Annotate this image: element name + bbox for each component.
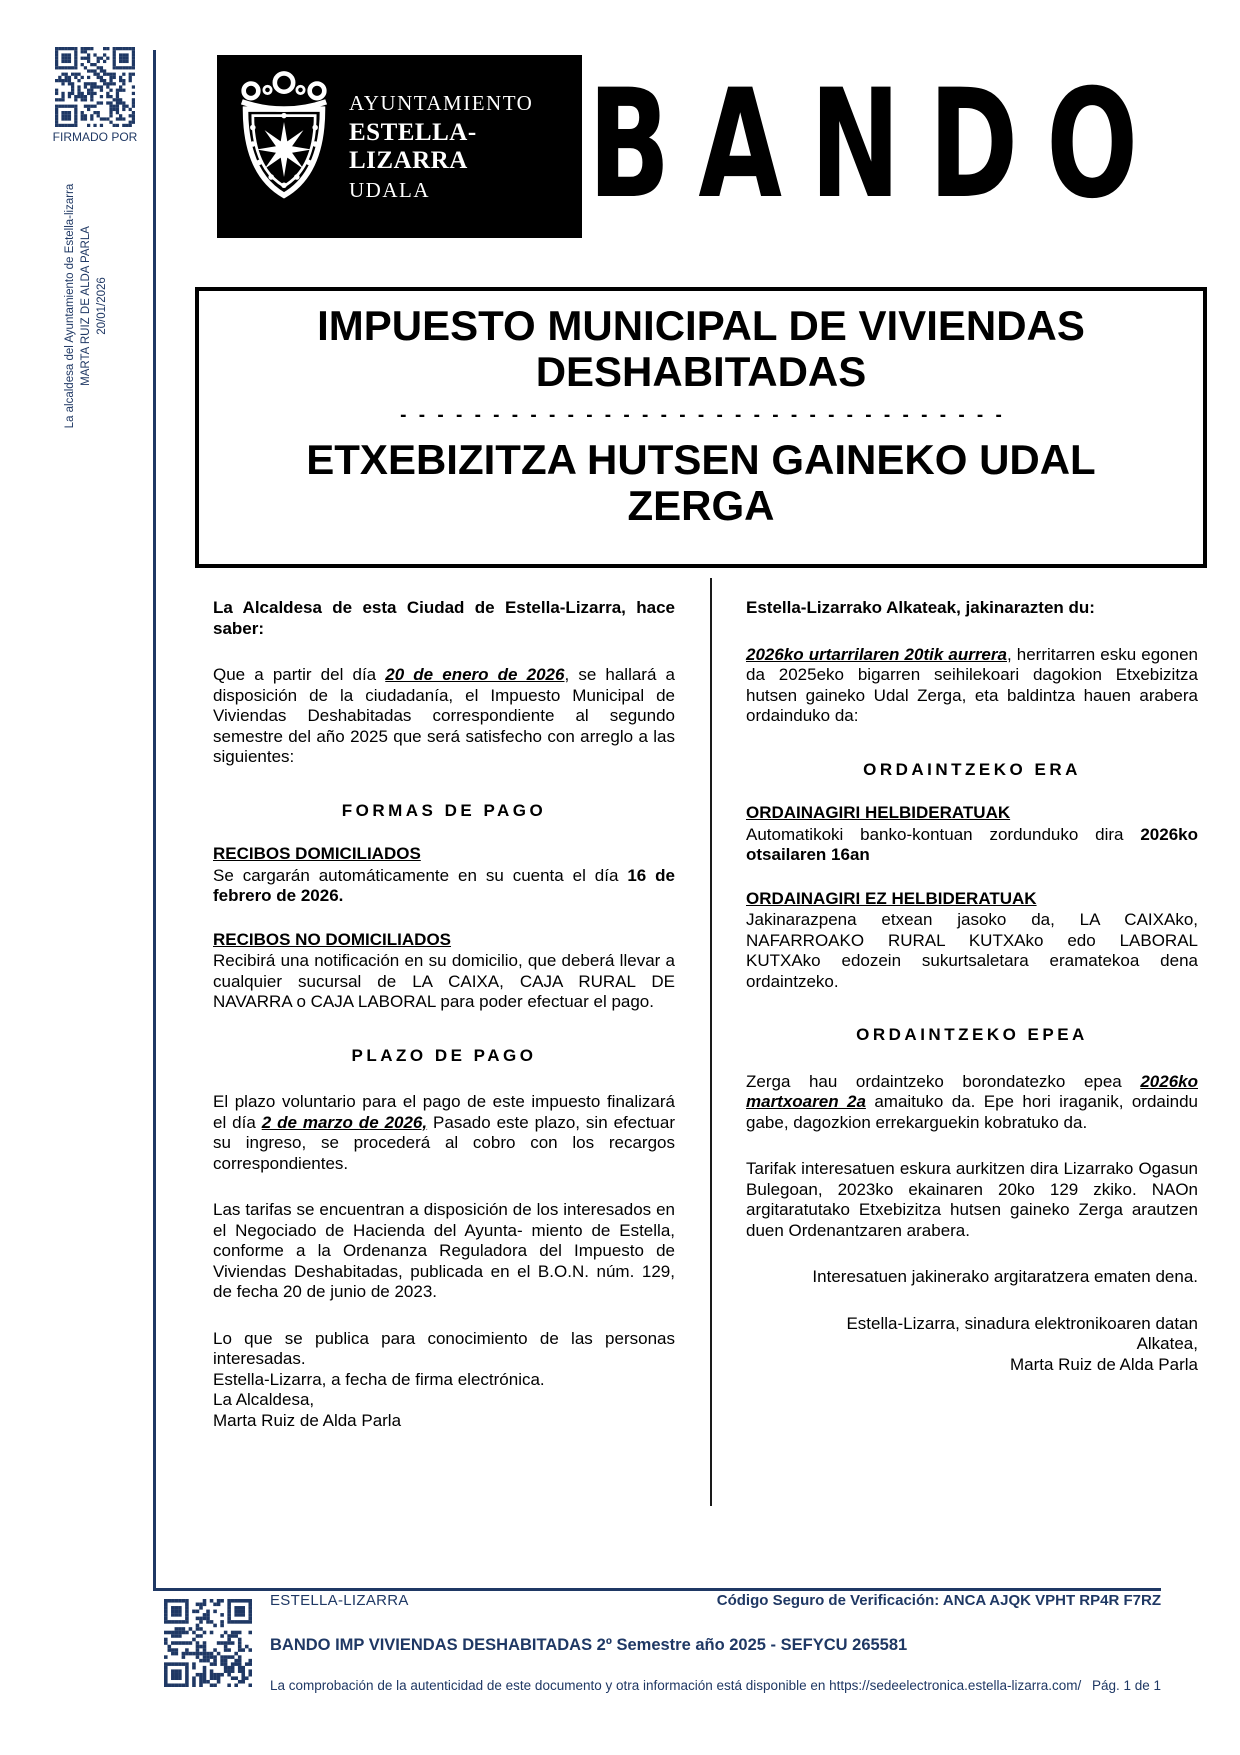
text-run: Interesatuen jakinerako argitaratzera ematen dena.	[812, 1267, 1198, 1286]
text-run: ORDAINAGIRI EZ HELBIDERATUAK	[746, 888, 1037, 908]
text-block	[746, 889, 1198, 910]
text-block	[213, 801, 675, 822]
text-block	[746, 645, 1198, 727]
text-block	[213, 930, 675, 951]
column-divider	[710, 578, 712, 1506]
title-es-line2: DESHABITADAS	[535, 348, 867, 395]
text-run: PLAZO DE PAGO	[351, 1045, 537, 1065]
town-hall-logo	[217, 55, 582, 238]
title-eu-line2: ZERGA	[627, 482, 775, 529]
text-block	[746, 1159, 1198, 1241]
text-block	[213, 1329, 675, 1370]
signer-info	[62, 140, 110, 472]
text-run: 2 de marzo de 2026,	[261, 1112, 428, 1132]
text-run: Estella-Lizarrako Alkateak, jakinarazten du:	[746, 598, 1095, 617]
text-block	[746, 1072, 1198, 1134]
text-run: , se hallará a disposición de la ciudadanía, el Impuesto Municipal de Viviendas Deshabitadas correspondiente al segundo semestre del año 2025 que será satisfecho con arreglo a las siguientes:	[213, 665, 676, 766]
text-run: amaituko da. Epe hori iraganik, ordaindu gabe, dagozkion errekarguekin kobratuko da.	[746, 1092, 1199, 1132]
title-eu-line1: ETXEBIZITZA HUTSEN GAINEKO UDAL	[306, 436, 1096, 483]
sidebar-rule	[153, 50, 156, 1588]
footer-verification-code: Código Seguro de Verificación: ANCA AJQK VPHT RP4R F7RZ	[716, 1592, 1161, 1609]
text-run: Se cargarán automáticamente en su cuenta el día	[213, 865, 628, 885]
title-separator: - - - - - - - - - - - - - - - - - - - - - - - - - - - - - - - - -	[400, 405, 1002, 426]
text-run: 2026ko martxoaren 2a	[746, 1071, 1198, 1111]
text-block	[746, 760, 1198, 781]
signer-role: La alcaldesa del Ayuntamiento de Estella-lizarra	[64, 183, 76, 429]
text-block	[213, 844, 675, 865]
text-block	[213, 598, 675, 639]
text-run: Estella-Lizarra, a fecha de firma electrónica.	[213, 1369, 545, 1389]
text-run: ORDAINTZEKO EPEA	[856, 1025, 1088, 1044]
logo-text	[349, 91, 582, 203]
text-run: FORMAS DE PAGO	[341, 800, 547, 820]
signature-qr-code	[55, 47, 135, 127]
coat-of-arms-icon	[229, 69, 339, 224]
column-spanish	[213, 598, 675, 1431]
text-block	[213, 1370, 675, 1391]
text-block	[746, 1355, 1198, 1376]
text-block	[213, 1390, 675, 1411]
text-run: Marta Ruiz de Alda Parla	[1009, 1354, 1198, 1374]
bando-banner: BANDO	[588, 58, 1167, 232]
verification-qr-code	[164, 1599, 252, 1687]
text-block	[213, 665, 675, 768]
text-block	[746, 1314, 1198, 1335]
text-run: Automatikoki banko-kontuan zordunduko dira	[746, 824, 1141, 844]
column-basque	[746, 598, 1198, 1375]
text-run: Estella-Lizarra, sinadura elektronikoaren datan	[846, 1313, 1198, 1333]
firmado-por-label: FIRMADO POR	[52, 130, 138, 144]
text-run: Marta Ruiz de Alda Parla	[213, 1410, 402, 1430]
title-es-line1: IMPUESTO MUNICIPAL DE VIVIENDAS	[317, 302, 1085, 349]
footer-document-title: BANDO IMP VIVIENDAS DESHABITADAS 2º Semestre año 2025 - SEFYCU 265581	[270, 1636, 908, 1654]
text-run: Jakinarazpena etxean jasoko da, LA CAIXAko, NAFARROAKO RURAL KUTXAko edo LABORAL KUTXAko edozein sukurtsaletara eramatekoa dena ordaintzeko.	[746, 910, 1198, 991]
footer-page-number: Pág. 1 de 1	[1091, 1678, 1161, 1693]
text-block	[746, 1267, 1198, 1288]
logo-line-udala: UDALA	[349, 177, 430, 202]
text-block	[746, 1334, 1198, 1355]
text-block	[213, 1411, 675, 1432]
text-run: Lo que se publica para conocimiento de las personas interesadas.	[213, 1328, 675, 1368]
text-run: 16 de febrero de 2026.	[213, 865, 675, 905]
text-block	[213, 1092, 675, 1174]
signer-name: MARTA RUIZ DE ALDA PARLA	[80, 226, 92, 386]
text-block	[746, 598, 1198, 619]
text-run: Tarifak interesatuen eskura aurkitzen dira Lizarrako Ogasun Bulegoan, 2023ko ekainaren 20ko 129 zkiko. NAOn argitaratutako Etxebizitza hutsen gaineko Zerga arautzen duen Ordenantzaren arabera.	[746, 1159, 1198, 1240]
text-run: ORDAINAGIRI HELBIDERATUAK	[746, 803, 1011, 822]
text-run: ORDAINTZEKO ERA	[863, 759, 1081, 779]
text-run: Zerga hau ordaintzeko borondatezko epea	[746, 1071, 1141, 1091]
text-run: La Alcaldesa de esta Ciudad de Estella-Lizarra, hace saber:	[213, 598, 675, 638]
footer-rule	[153, 1588, 1161, 1591]
text-run: 2026ko urtarrilaren 20tik aurrera	[746, 644, 1007, 664]
text-run: RECIBOS NO DOMICILIADOS	[213, 929, 452, 949]
text-block	[746, 910, 1198, 992]
text-block	[213, 951, 675, 1013]
text-run: Que a partir del día	[213, 665, 386, 684]
signature-date: 20/01/2026	[96, 277, 108, 335]
text-run: Alkatea,	[1136, 1334, 1198, 1353]
text-block	[746, 803, 1198, 824]
title-box	[195, 287, 1207, 568]
text-run: Las tarifas se encuentran a disposición de los interesados en el Negociado de Hacienda del Ayunta- miento de Estella, conforme a la Ordenanza Reguladora del Impuesto de Viviendas Deshabitadas, publicada en el B.O.N. núm. 129, de fecha 20 de junio de 2023.	[213, 1200, 675, 1301]
footer-org-name: ESTELLA-LIZARRA	[270, 1592, 409, 1609]
logo-line-estella-lizarra: ESTELLA-LIZARRA	[349, 118, 477, 174]
text-run: RECIBOS DOMICILIADOS	[213, 844, 421, 863]
text-block	[746, 825, 1198, 866]
footer-authenticity-note: La comprobación de la autenticidad de este documento y otra información está disponible en https://sedeelectronica.estella-lizarra.com/	[270, 1678, 1082, 1693]
text-run: Recibirá una notificación en su domicilio, que deberá llevar a cualquier sucursal de LA CAIXA, CAJA RURAL DE NAVARRA o CAJA LABORAL para poder efectuar el pago.	[213, 951, 675, 1011]
logo-line-ayuntamiento: AYUNTAMIENTO	[349, 90, 534, 115]
text-run: 2026ko otsailaren 16an	[746, 824, 1198, 864]
text-run: , herritarren esku egonen da 2025eko bigarren seihilekoari dagokion Etxebizitza hutsen gaineko Udal Zerga, eta baldintza hauen arabera ordainduko da:	[746, 644, 1199, 725]
text-run: La Alcaldesa,	[213, 1390, 315, 1409]
text-run: Pasado este plazo, sin efectuar su ingreso, se procederá al cobro con los recargos correspondientes.	[213, 1112, 675, 1173]
text-block	[213, 1200, 675, 1303]
text-block	[213, 1046, 675, 1067]
text-block	[213, 866, 675, 907]
text-run: El plazo voluntario para el pago de este impuesto finalizará el día	[213, 1092, 675, 1132]
text-block	[746, 1025, 1198, 1046]
text-run: 20 de enero de 2026	[385, 665, 565, 684]
